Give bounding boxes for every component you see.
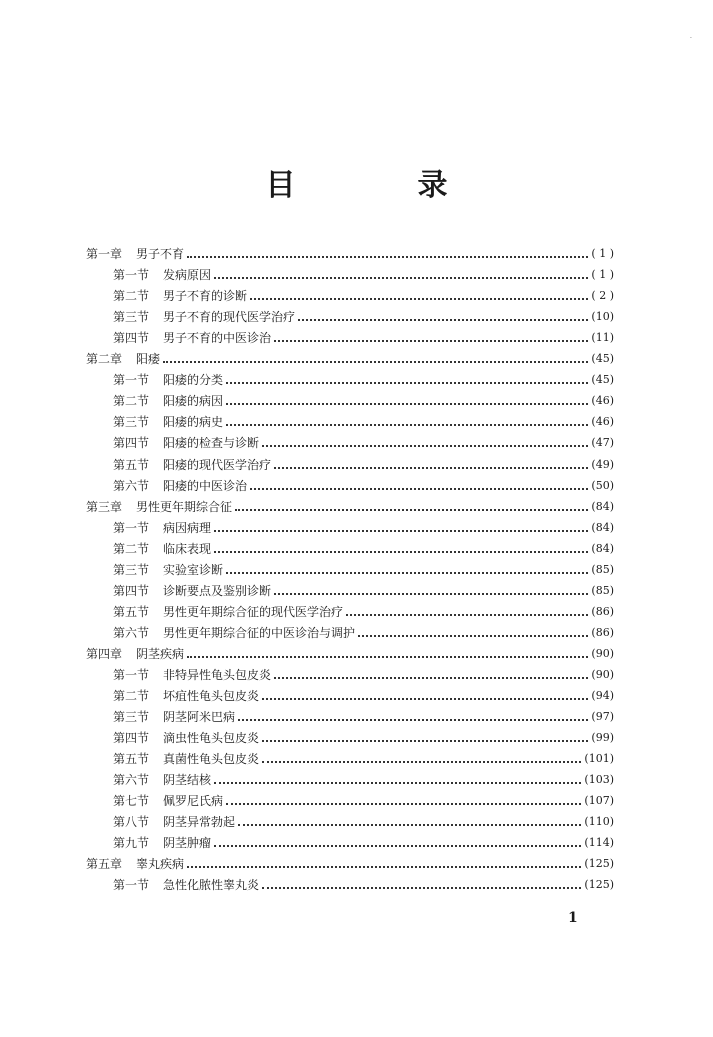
toc-leader-dots (250, 298, 588, 300)
toc-section-entry (86, 366, 614, 387)
toc-entry-title: 男性更年期综合征的现代医学治疗 (163, 604, 344, 619)
toc-entry-number: 第四节 (113, 331, 150, 346)
toc-entry-page: (50) (591, 478, 614, 492)
toc-entry-title: 阴茎异常勃起 (163, 815, 236, 830)
toc-entry-title: 诊断要点及鉴别诊断 (163, 583, 272, 598)
toc-leader-dots (187, 656, 588, 658)
toc-leader-dots (298, 319, 588, 321)
toc-entry-page: (99) (591, 731, 614, 745)
toc-leader-dots (226, 572, 588, 574)
toc-entry-title: 非特异性龟头包皮炎 (163, 667, 272, 682)
toc-entry-page: (86) (591, 625, 614, 639)
toc-leader-dots (226, 403, 588, 405)
toc-leader-dots (226, 382, 588, 384)
toc-leader-dots (262, 887, 581, 889)
toc-entry-page: (84) (591, 520, 614, 534)
toc-entry-page: (47) (591, 436, 614, 450)
toc-entry-number: 第三章 (86, 499, 123, 514)
toc-entry-number: 第四节 (113, 436, 150, 451)
toc-leader-dots (214, 782, 581, 784)
toc-section-entry (86, 787, 614, 808)
toc-entry-page: (11) (591, 331, 614, 345)
toc-entry-page: (101) (584, 752, 614, 766)
toc-entry-title: 睾丸疾病 (136, 857, 185, 872)
toc-section-entry (86, 829, 614, 850)
toc-entry-page: (84) (591, 541, 614, 555)
toc-section-entry (86, 661, 614, 682)
toc-section-entry (86, 261, 614, 282)
toc-section-entry (86, 535, 614, 556)
toc-entry-page: (125) (584, 857, 614, 871)
toc-leader-dots (187, 866, 581, 868)
toc-section-entry (86, 766, 614, 787)
toc-entry-title: 临床表现 (163, 541, 212, 556)
toc-entry-title: 阴茎结核 (163, 773, 212, 788)
toc-entry-number: 第一节 (113, 878, 150, 893)
toc-entry-number: 第四节 (113, 731, 150, 746)
toc-entry-title: 阴茎疾病 (136, 646, 185, 661)
toc-section-entry (86, 450, 614, 471)
toc-entry-page: (84) (591, 499, 614, 513)
toc-entry-number: 第七节 (113, 794, 150, 809)
toc-entry-page: ( 2 ) (591, 289, 614, 303)
toc-section-entry (86, 472, 614, 493)
toc-entry-title: 阳痿的检查与诊断 (163, 436, 260, 451)
toc-entry-number: 第五节 (113, 752, 150, 767)
toc-entry-title: 阳痿的分类 (163, 373, 224, 388)
toc-entry-title: 男子不育 (136, 247, 185, 262)
toc-leader-dots (226, 803, 581, 805)
toc-entry-title: 坏疽性龟头包皮炎 (163, 689, 260, 704)
toc-entry-title: 真菌性龟头包皮炎 (163, 752, 260, 767)
toc-entry-number: 第八节 (113, 815, 150, 830)
toc-section-entry (86, 303, 614, 324)
toc-entry-number: 第二章 (86, 352, 123, 367)
toc-section-entry (86, 514, 614, 535)
page-title: 目 录 (265, 168, 494, 203)
toc-leader-dots (214, 551, 588, 553)
toc-entry-number: 第四节 (113, 583, 150, 598)
toc-entry-number: 第四章 (86, 646, 123, 661)
toc-section-entry (86, 577, 614, 598)
toc-leader-dots (262, 740, 588, 742)
toc-entry-number: 第三节 (113, 415, 150, 430)
toc-entry-page: (107) (584, 794, 614, 808)
toc-entry-number: 第六节 (113, 478, 150, 493)
toc-entry-page: (10) (591, 310, 614, 324)
toc-leader-dots (187, 256, 588, 258)
toc-section-entry (86, 598, 614, 619)
toc-chapter-entry (86, 240, 614, 261)
toc-entry-title: 病因病理 (163, 520, 212, 535)
toc-entry-page: (46) (591, 415, 614, 429)
toc-section-entry (86, 556, 614, 577)
toc-entry-title: 男子不育的诊断 (163, 289, 248, 304)
toc-entry-number: 第二节 (113, 394, 150, 409)
toc-entry-title: 男子不育的现代医学治疗 (163, 310, 296, 325)
toc-leader-dots (274, 677, 588, 679)
toc-chapter-entry (86, 493, 614, 514)
toc-entry-page: (45) (591, 352, 614, 366)
toc-entry-title: 男子不育的中医诊治 (163, 331, 272, 346)
toc-entry-page: (90) (591, 646, 614, 660)
toc-entry-number: 第五章 (86, 857, 123, 872)
toc-entry-page: ( 1 ) (591, 268, 614, 282)
toc-entry-title: 急性化脓性睾丸炎 (163, 878, 260, 893)
toc-leader-dots (274, 467, 588, 469)
toc-leader-dots (358, 635, 588, 637)
toc-entry-page: (86) (591, 604, 614, 618)
toc-entry-page: (103) (584, 773, 614, 787)
toc-section-entry (86, 703, 614, 724)
toc-section-entry (86, 745, 614, 766)
toc-entry-title: 男性更年期综合征 (136, 499, 233, 514)
toc-leader-dots (226, 424, 588, 426)
toc-section-entry (86, 724, 614, 745)
toc-entry-title: 发病原因 (163, 268, 212, 283)
toc-section-entry (86, 682, 614, 703)
toc-leader-dots (262, 698, 588, 700)
toc-entry-number: 第二节 (113, 289, 150, 304)
toc-entry-number: 第一节 (113, 667, 150, 682)
toc-entry-number: 第一节 (113, 373, 150, 388)
toc-section-entry (86, 808, 614, 829)
toc-section-entry (86, 282, 614, 303)
toc-section-entry (86, 871, 614, 892)
toc-leader-dots (214, 277, 588, 279)
toc-leader-dots (250, 488, 588, 490)
toc-entry-title: 阳痿的现代医学治疗 (163, 457, 272, 472)
toc-section-entry (86, 408, 614, 429)
toc-entry-number: 第六节 (113, 625, 150, 640)
toc-leader-dots (274, 340, 588, 342)
toc-entry-page: (45) (591, 373, 614, 387)
toc-entry-page: (114) (584, 836, 614, 850)
toc-entry-page: (90) (591, 667, 614, 681)
toc-leader-dots (238, 824, 581, 826)
toc-entry-title: 滴虫性龟头包皮炎 (163, 731, 260, 746)
page-number: 1 (568, 910, 578, 926)
toc-entry-number: 第三节 (113, 710, 150, 725)
toc-entry-page: (110) (584, 815, 614, 829)
toc-leader-dots (214, 845, 581, 847)
toc-entry-number: 第一节 (113, 268, 150, 283)
toc-entry-page: (94) (591, 689, 614, 703)
table-of-contents (86, 240, 614, 892)
toc-entry-page: (49) (591, 457, 614, 471)
toc-entry-number: 第二节 (113, 541, 150, 556)
toc-chapter-entry (86, 640, 614, 661)
toc-entry-title: 阳痿的病史 (163, 415, 224, 430)
toc-section-entry (86, 619, 614, 640)
toc-entry-number: 第九节 (113, 836, 150, 851)
toc-section-entry (86, 387, 614, 408)
toc-leader-dots (214, 530, 588, 532)
toc-entry-page: (85) (591, 562, 614, 576)
toc-entry-number: 第一节 (113, 520, 150, 535)
toc-entry-number: 第五节 (113, 457, 150, 472)
toc-chapter-entry (86, 345, 614, 366)
toc-entry-number: 第二节 (113, 689, 150, 704)
toc-entry-title: 男性更年期综合征的中医诊治与调护 (163, 625, 356, 640)
toc-entry-page: (85) (591, 583, 614, 597)
toc-entry-page: ( 1 ) (591, 247, 614, 261)
toc-entry-number: 第六节 (113, 773, 150, 788)
toc-entry-page: (97) (591, 710, 614, 724)
toc-entry-title: 阳痿的中医诊治 (163, 478, 248, 493)
toc-section-entry (86, 324, 614, 345)
toc-entry-number: 第五节 (113, 604, 150, 619)
toc-entry-title: 阴茎肿瘤 (163, 836, 212, 851)
toc-section-entry (86, 429, 614, 450)
toc-leader-dots (163, 361, 588, 363)
toc-leader-dots (346, 614, 588, 616)
toc-chapter-entry (86, 850, 614, 871)
toc-leader-dots (262, 761, 581, 763)
toc-leader-dots (274, 593, 588, 595)
toc-entry-number: 第一章 (86, 247, 123, 262)
corner-mark: · (690, 35, 692, 42)
toc-leader-dots (235, 509, 588, 511)
toc-leader-dots (262, 445, 588, 447)
toc-entry-page: (46) (591, 394, 614, 408)
toc-entry-number: 第三节 (113, 562, 150, 577)
toc-entry-title: 阳痿的病因 (163, 394, 224, 409)
toc-entry-page: (125) (584, 878, 614, 892)
toc-leader-dots (238, 719, 588, 721)
toc-entry-title: 佩罗尼氏病 (163, 794, 224, 809)
toc-entry-number: 第三节 (113, 310, 150, 325)
toc-entry-title: 阴茎阿米巴病 (163, 710, 236, 725)
toc-entry-title: 阳痿 (136, 352, 161, 367)
toc-entry-title: 实验室诊断 (163, 562, 224, 577)
